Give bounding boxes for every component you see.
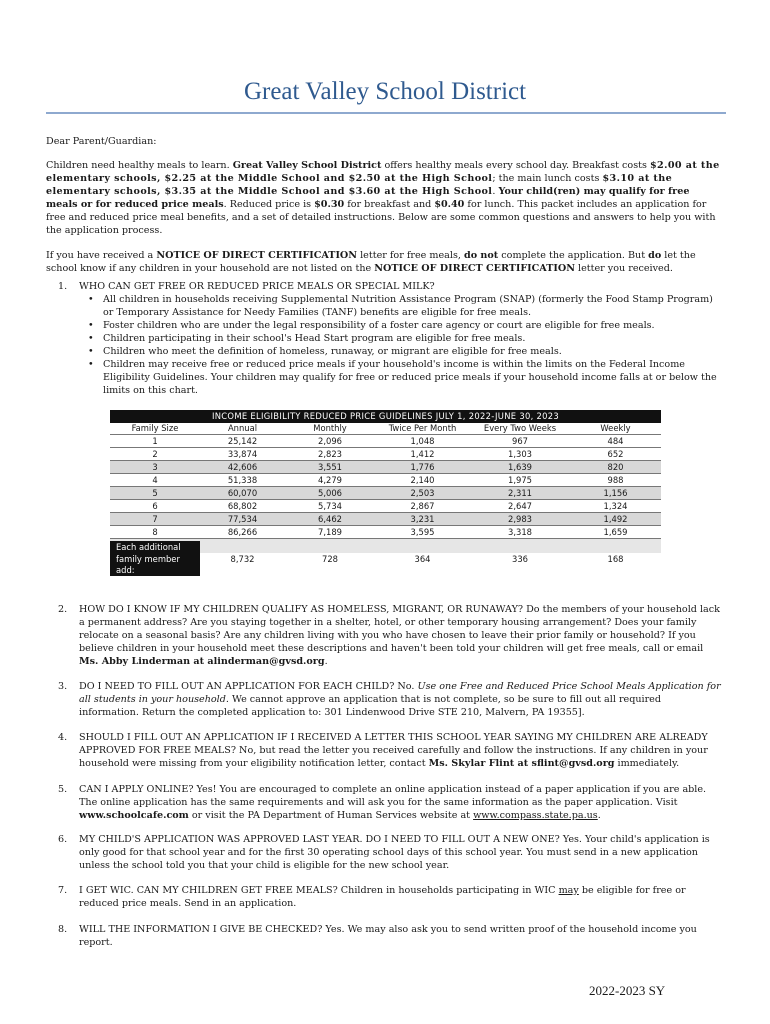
table-row: 2 33,874 2,823 1,412 1,303 652 <box>110 448 661 461</box>
faq-item-2: 2. HOW DO I KNOW IF MY CHILDREN QUALIFY AS HOMELESS, MIGRANT, OR RUNAWAY? Do the members of your household lack a permanent address? Are you staying together in a shelter, hotel, or other temporary housing arrangement? Does your family relocate on a seasonal basis? Are any children living with you who have chosen to leave their prior family or household? If you believe children in your household meet these descriptions and haven't been told your children will get free meals, call or email Ms. Abby Linderman at alinderman@gvsd.org. <box>58 604 720 667</box>
table-row: 5 60,070 5,006 2,503 2,311 1,156 <box>110 487 661 500</box>
bullet-item: • Children participating in their school's Head Start program are eligible for free meals. <box>88 333 526 344</box>
income-table-title: INCOME ELIGIBILITY REDUCED PRICE GUIDELINES JULY 1, 2022-JUNE 30, 2023 <box>110 410 661 423</box>
additional-member-row: 8,732 728 364 336 168 <box>230 554 624 564</box>
bullet-item: • Children may receive free or reduced price meals if your household's income is within the limits on the Federal Income Eligibility Guidelines. Your children may qualify for free or reduced price meals if your household income falls at or below the limits on this chart. <box>88 359 717 396</box>
additional-member-label: Each additional family member add: <box>110 541 200 576</box>
bullet-item: • All children in households receiving Supplemental Nutrition Assistance Program (SNAP) (formerly the Food Stamp Program) or Temporary Assistance for Needy Families (TANF) benefits are eligible for free meals. <box>88 294 713 318</box>
table-row: 7 77,534 6,462 3,231 2,983 1,492 <box>110 513 661 526</box>
table-row: 6 68,802 5,734 2,867 2,647 1,324 <box>110 500 661 513</box>
faq-item-7: 7. I GET WIC. CAN MY CHILDREN GET FREE MEALS? Children in households participating in WIC may be eligible for free or reduced price meals. Send in an application. <box>58 885 686 909</box>
page-title: Great Valley School District <box>243 78 527 105</box>
contact-abby-linderman: Ms. Abby Linderman at alinderman@gvsd.org <box>79 656 325 667</box>
table-row: 1 25,142 2,096 1,048 967 484 <box>110 435 661 448</box>
faq-question-1: WHO CAN GET FREE OR REDUCED PRICE MEALS OR SPECIAL MILK? <box>79 281 435 292</box>
faq-item-5: 5. CAN I APPLY ONLINE? Yes! You are encouraged to complete an online application instead of a paper application if you are able. The online application has the same requirements and will ask you for the same information as the paper application. Visit www.schoolcafe.com or visit the PA Department of Human Services website at www.compass.state.pa.us. <box>58 784 707 821</box>
faq-item-1: 1. WHO CAN GET FREE OR REDUCED PRICE MEALS OR SPECIAL MILK? • All children in households receiving Supplemental Nutrition Assistance Program (SNAP) (formerly the Food Stamp Program) or Temporary Assistance for Needy Families (TANF) benefits are eligible for free meals. • Foster children who are under the legal responsibility of a foster care agency or court are eligible for free meals. • Children participating in their school's Head Start program are eligible for free meals. • Children who meet the definition of homeless, runaway, or migrant are eligible for free meals. • Children may receive free or reduced price meals if your household's income is within the limits on the Federal Income Eligibility Guidelines. Your children may qualify for free or reduced price meals if your household income falls at or below the limits on this chart. <box>46 280 722 397</box>
table-row: 8 86,266 7,189 3,595 3,318 1,659 <box>110 526 661 539</box>
faq-item-8: 8. WILL THE INFORMATION I GIVE BE CHECKED? Yes. We may also ask you to send written proof of the household income you report. <box>58 924 697 948</box>
income-eligibility-table <box>110 410 661 575</box>
income-table-header-row: Family Size Annual Monthly Twice Per Month Every Two Weeks Weekly <box>110 423 661 435</box>
contact-skylar-flint: Ms. Skylar Flint at sflint@gvsd.org <box>428 758 615 769</box>
faq-item-4: 4. SHOULD I FILL OUT AN APPLICATION IF I RECEIVED A LETTER THIS SCHOOL YEAR SAYING MY CHILDREN ARE ALREADY APPROVED FOR FREE MEALS? No, but read the letter you received carefully and follow the instructions. If any children in your household were missing from your eligibility notification letter, contact Ms. Skylar Flint at sflint@gvsd.org immediately. <box>58 732 708 769</box>
eligibility-bullets <box>46 293 722 397</box>
faq-item-3: 3. DO I NEED TO FILL OUT AN APPLICATION FOR EACH CHILD? No. Use one Free and Reduced Price School Meals Application for all students in your household. We cannot approve an application that is not complete, so be sure to fill out all required information. Return the completed application to: 301 Lindenwood Drive STE 210, Malvern, PA 19355]. <box>58 681 721 718</box>
greeting: Dear Parent/Guardian: <box>46 136 157 147</box>
compass-link[interactable]: www.compass.state.pa.us <box>473 810 598 821</box>
faq-item-6: 6. MY CHILD'S APPLICATION WAS APPROVED LAST YEAR. DO I NEED TO FILL OUT A NEW ONE? Yes. Your child's application is only good for that school year and for the first 30 operating school days of this school year. You must send in a new application unless the school told you that your child is eligible for the new school year. <box>58 834 710 871</box>
intro-paragraph: Children need healthy meals to learn. Great Valley School District offers healthy meals every school day. Breakfast costs $2.00 at the elementary schools, $2.25 at the Middle School and $2.50 at the High School; the main lunch costs $3.10 at the elementary schools, $3.35 at the Middle School and $3.60 at the High School. Your child(ren) may qualify for free meals or for reduced price meals. Reduced price is $0.30 for breakfast and $0.40 for lunch. This packet includes an application for free and reduced price meal benefits, and a set of detailed instructions. Below are some common questions and answers to help you with the application process. <box>46 160 720 236</box>
direct-certification-notice: If you have received a NOTICE OF DIRECT CERTIFICATION letter for free meals, do not complete the application. But do let the school know if any children in your household are not listed on the NOTICE OF DIRECT CERTIFICATION letter you received. <box>46 250 696 274</box>
table-row: 4 51,338 4,279 2,140 1,975 988 <box>110 474 661 487</box>
schoolcafe-link[interactable]: www.schoolcafe.com <box>79 810 189 821</box>
title-divider <box>46 112 726 114</box>
bullet-item: • Foster children who are under the legal responsibility of a foster care agency or court are eligible for free meals. <box>88 320 655 331</box>
table-row: 3 42,606 3,551 1,776 1,639 820 <box>110 461 661 474</box>
bullet-item: • Children who meet the definition of homeless, runaway, or migrant are eligible for free meals. <box>88 346 562 357</box>
school-year-footer: 2022-2023 SY <box>589 983 666 998</box>
